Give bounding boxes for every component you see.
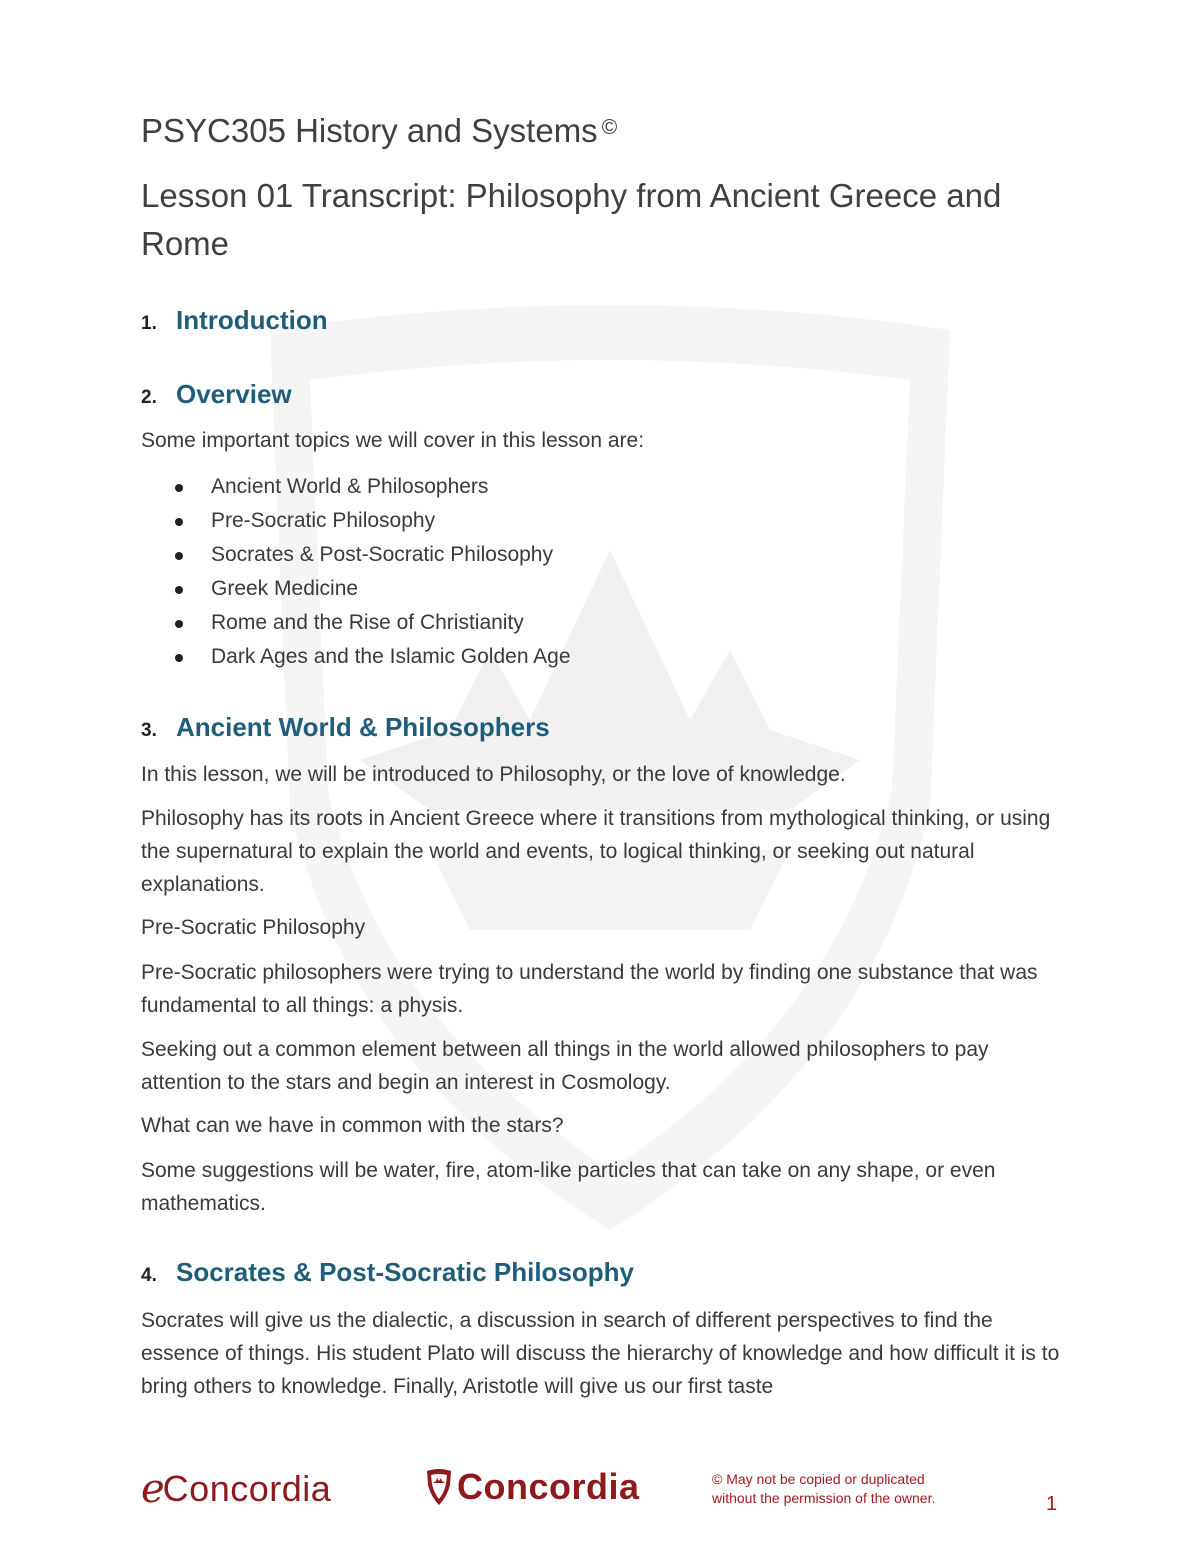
bullet-icon	[175, 518, 183, 526]
paragraph: Philosophy has its roots in Ancient Greece where it transitions from mythological thinking, or using the supernatural to explain the world and events, to logical thinking, or seeking out natural explanations.	[141, 807, 1051, 896]
section-heading-ancient-world: 3. Ancient World & Philosophers	[141, 712, 550, 742]
list-item: Greek Medicine	[141, 572, 571, 606]
topics-list	[141, 470, 571, 674]
overview-intro: Some important topics we will cover in this lesson are:	[141, 429, 645, 452]
bullet-icon	[175, 484, 183, 492]
shield-icon	[425, 1467, 453, 1507]
concordia-logo: Concordia	[425, 1466, 640, 1508]
paragraph: In this lesson, we will be introduced to Philosophy, or the love of knowledge.	[141, 763, 846, 786]
paragraph: Some suggestions will be water, fire, atom-like particles that can take on any shape, or even mathematics.	[141, 1159, 996, 1215]
copyright-symbol: ©	[601, 116, 618, 139]
course-title: PSYC305 History and Systems ©	[141, 112, 618, 149]
paragraph: Socrates will give us the dialectic, a discussion in search of different perspectives to find the essence of things. His student Plato will discuss the hierarchy of knowledge and how difficult it is to bring others to knowledge. Finally, Aristotle will give us our first taste	[141, 1309, 1060, 1398]
list-item: Pre-Socratic Philosophy	[141, 504, 571, 538]
bullet-icon	[175, 654, 183, 662]
list-item: Rome and the Rise of Christianity	[141, 606, 571, 640]
section-heading-overview: 2. Overview	[141, 379, 292, 409]
subheading: Pre-Socratic Philosophy	[141, 916, 366, 939]
list-item: Dark Ages and the Islamic Golden Age	[141, 640, 571, 674]
bullet-icon	[175, 620, 183, 628]
copyright-notice: © May not be copied or duplicated without the permission of the owner.	[712, 1471, 936, 1506]
section-heading-socrates: 4. Socrates & Post-Socratic Philosophy	[141, 1257, 635, 1287]
lesson-title: Lesson 01 Transcript: Philosophy from Ancient Greece and Rome	[141, 177, 1002, 262]
page-number: 1	[1046, 1493, 1058, 1515]
paragraph: What can we have in common with the stars?	[141, 1114, 564, 1137]
bullet-icon	[175, 552, 183, 560]
list-item: Socrates & Post-Socratic Philosophy	[141, 538, 571, 572]
econcordia-logo: e Concordia	[141, 1466, 332, 1512]
section-heading-introduction: 1. Introduction	[141, 305, 328, 335]
paragraph: Pre-Socratic philosophers were trying to understand the world by finding one substance that was fundamental to all things: a physis.	[141, 961, 1038, 1017]
paragraph: Seeking out a common element between all things in the world allowed philosophers to pay attention to the stars and begin an interest in Cosmology.	[141, 1038, 989, 1094]
list-item: Ancient World & Philosophers	[141, 470, 571, 504]
bullet-icon	[175, 586, 183, 594]
